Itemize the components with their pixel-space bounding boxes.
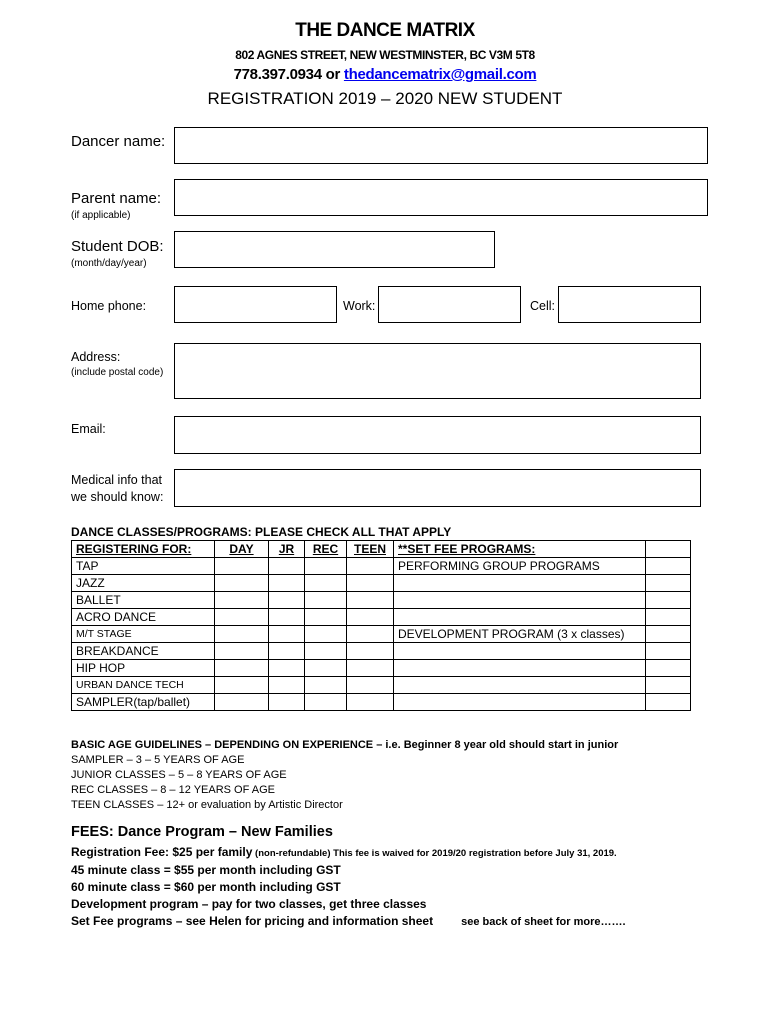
development-program-fee: Development program – pay for two classes, get three classes bbox=[71, 897, 427, 911]
check-cell[interactable] bbox=[646, 677, 691, 694]
set-fee-program bbox=[394, 575, 646, 592]
check-cell[interactable] bbox=[305, 643, 347, 660]
age-line: REC CLASSES – 8 – 12 YEARS OF AGE bbox=[71, 784, 275, 796]
studio-email-link[interactable]: thedancematrix@gmail.com bbox=[343, 66, 537, 83]
check-cell[interactable] bbox=[347, 575, 394, 592]
set-fee-program bbox=[394, 677, 646, 694]
set-fee-program bbox=[394, 592, 646, 609]
set-fee-program: DEVELOPMENT PROGRAM (3 x classes) bbox=[394, 626, 646, 643]
check-cell[interactable] bbox=[215, 575, 269, 592]
set-fee-programs: Set Fee programs – see Helen for pricing and information sheet bbox=[71, 914, 434, 928]
parent-name-field[interactable] bbox=[174, 179, 708, 216]
table-row bbox=[72, 660, 691, 677]
email-field[interactable] bbox=[174, 416, 701, 454]
check-cell[interactable] bbox=[215, 558, 269, 575]
set-fee-line bbox=[71, 913, 711, 931]
check-cell[interactable] bbox=[269, 609, 305, 626]
medical-label-line2: we should know: bbox=[71, 490, 164, 504]
check-cell[interactable] bbox=[347, 643, 394, 660]
table-header-row bbox=[72, 541, 691, 558]
studio-address: 802 AGNES STREET, NEW WESTMINSTER, BC V3M 5T8 bbox=[235, 48, 535, 62]
classes-table bbox=[71, 540, 691, 711]
set-fee-program bbox=[394, 660, 646, 677]
work-phone-label: Work: bbox=[343, 299, 376, 313]
fee-45-min: 45 minute class = $55 per month including GST bbox=[71, 863, 341, 877]
class-name: BALLET bbox=[72, 592, 215, 609]
check-cell[interactable] bbox=[646, 643, 691, 660]
col-teen: TEEN bbox=[347, 541, 394, 558]
address-label: Address: bbox=[71, 350, 121, 364]
dancer-name-label: Dancer name: bbox=[71, 133, 166, 150]
check-cell[interactable] bbox=[305, 694, 347, 711]
class-name: SAMPLER(tap/ballet) bbox=[72, 694, 215, 711]
dancer-name-field[interactable] bbox=[174, 127, 708, 164]
check-cell[interactable] bbox=[269, 558, 305, 575]
check-cell[interactable] bbox=[347, 558, 394, 575]
student-dob-field[interactable] bbox=[174, 231, 495, 268]
class-name: M/T STAGE bbox=[72, 626, 215, 643]
class-name: ACRO DANCE bbox=[72, 609, 215, 626]
check-cell[interactable] bbox=[269, 575, 305, 592]
check-cell[interactable] bbox=[646, 626, 691, 643]
check-cell[interactable] bbox=[305, 609, 347, 626]
contact-line bbox=[0, 66, 770, 83]
home-phone-label: Home phone: bbox=[71, 299, 147, 313]
check-cell[interactable] bbox=[646, 609, 691, 626]
age-line: TEEN CLASSES – 12+ or evaluation by Artistic Director bbox=[71, 799, 343, 811]
check-cell[interactable] bbox=[215, 694, 269, 711]
parent-name-label: Parent name: bbox=[71, 190, 162, 207]
col-jr: JR bbox=[269, 541, 305, 558]
studio-name: THE DANCE MATRIX bbox=[295, 20, 475, 41]
check-cell[interactable] bbox=[305, 660, 347, 677]
cell-phone-label: Cell: bbox=[530, 299, 556, 313]
age-guidelines-heading: BASIC AGE GUIDELINES – DEPENDING ON EXPERIENCE – i.e. Beginner 8 year old should start in junior bbox=[71, 739, 619, 751]
check-cell[interactable] bbox=[269, 643, 305, 660]
check-cell[interactable] bbox=[305, 626, 347, 643]
table-row bbox=[72, 575, 691, 592]
check-cell[interactable] bbox=[215, 609, 269, 626]
check-cell[interactable] bbox=[646, 558, 691, 575]
table-row bbox=[72, 609, 691, 626]
set-fee-program bbox=[394, 609, 646, 626]
check-cell[interactable] bbox=[347, 677, 394, 694]
home-phone-field[interactable] bbox=[174, 286, 337, 323]
fees-block bbox=[71, 844, 711, 931]
form-title: REGISTRATION 2019 – 2020 NEW STUDENT bbox=[207, 89, 563, 108]
student-dob-label: Student DOB: bbox=[71, 238, 164, 255]
col-registering-for: REGISTERING FOR: bbox=[72, 541, 215, 558]
check-cell[interactable] bbox=[215, 660, 269, 677]
check-cell[interactable] bbox=[347, 660, 394, 677]
check-cell[interactable] bbox=[347, 609, 394, 626]
fees-title: FEES: Dance Program – New Families bbox=[71, 824, 333, 840]
check-cell[interactable] bbox=[269, 626, 305, 643]
fee-60-min: 60 minute class = $60 per month including GST bbox=[71, 880, 341, 894]
class-name: TAP bbox=[72, 558, 215, 575]
check-cell[interactable] bbox=[305, 677, 347, 694]
see-back-note: see back of sheet for more……. bbox=[461, 916, 626, 928]
check-cell[interactable] bbox=[215, 643, 269, 660]
age-guidelines-list bbox=[71, 753, 343, 813]
check-cell[interactable] bbox=[347, 626, 394, 643]
check-cell[interactable] bbox=[269, 592, 305, 609]
or-text: or bbox=[321, 66, 344, 83]
registration-fee: Registration Fee: $25 per family bbox=[71, 845, 253, 859]
check-cell[interactable] bbox=[347, 592, 394, 609]
col-rec: REC bbox=[305, 541, 347, 558]
work-phone-field[interactable] bbox=[378, 286, 521, 323]
check-cell[interactable] bbox=[305, 575, 347, 592]
table-row bbox=[72, 677, 691, 694]
address-field[interactable] bbox=[174, 343, 701, 399]
address-note: (include postal code) bbox=[71, 367, 164, 378]
table-row bbox=[72, 558, 691, 575]
check-cell[interactable] bbox=[305, 592, 347, 609]
medical-label-line1: Medical info that bbox=[71, 473, 163, 487]
classes-heading: DANCE CLASSES/PROGRAMS: PLEASE CHECK ALL THAT APPLY bbox=[71, 525, 452, 539]
studio-phone: 778.397.0934 bbox=[233, 66, 322, 83]
check-cell[interactable] bbox=[347, 694, 394, 711]
check-cell[interactable] bbox=[215, 626, 269, 643]
email-label: Email: bbox=[71, 422, 106, 436]
check-cell[interactable] bbox=[269, 660, 305, 677]
age-line: JUNIOR CLASSES – 5 – 8 YEARS OF AGE bbox=[71, 769, 287, 781]
check-cell[interactable] bbox=[215, 592, 269, 609]
check-cell[interactable] bbox=[305, 558, 347, 575]
parent-name-note: (if applicable) bbox=[71, 210, 131, 221]
class-name: JAZZ bbox=[72, 575, 215, 592]
check-cell[interactable] bbox=[646, 592, 691, 609]
dob-note: (month/day/year) bbox=[71, 258, 147, 269]
set-fee-check-header bbox=[646, 541, 691, 558]
table-row bbox=[72, 694, 691, 711]
table-row bbox=[72, 643, 691, 660]
check-cell[interactable] bbox=[269, 694, 305, 711]
col-day: DAY bbox=[215, 541, 269, 558]
table-row bbox=[72, 592, 691, 609]
class-name: HIP HOP bbox=[72, 660, 215, 677]
check-cell[interactable] bbox=[646, 660, 691, 677]
col-set-fee: **SET FEE PROGRAMS: bbox=[394, 541, 646, 558]
age-line: SAMPLER – 3 – 5 YEARS OF AGE bbox=[71, 754, 245, 766]
registration-fee-note: (non-refundable) This fee is waived for 2019/20 registration before July 31, 2019. bbox=[252, 848, 617, 859]
medical-info-field[interactable] bbox=[174, 469, 701, 507]
check-cell[interactable] bbox=[215, 677, 269, 694]
class-name: BREAKDANCE bbox=[72, 643, 215, 660]
table-row bbox=[72, 626, 691, 643]
set-fee-program bbox=[394, 643, 646, 660]
set-fee-program: PERFORMING GROUP PROGRAMS bbox=[394, 558, 646, 575]
registration-fee-line bbox=[71, 844, 711, 862]
cell-phone-field[interactable] bbox=[558, 286, 701, 323]
class-name: URBAN DANCE TECH bbox=[72, 677, 215, 694]
check-cell[interactable] bbox=[269, 677, 305, 694]
check-cell[interactable] bbox=[646, 694, 691, 711]
check-cell[interactable] bbox=[646, 575, 691, 592]
set-fee-program bbox=[394, 694, 646, 711]
